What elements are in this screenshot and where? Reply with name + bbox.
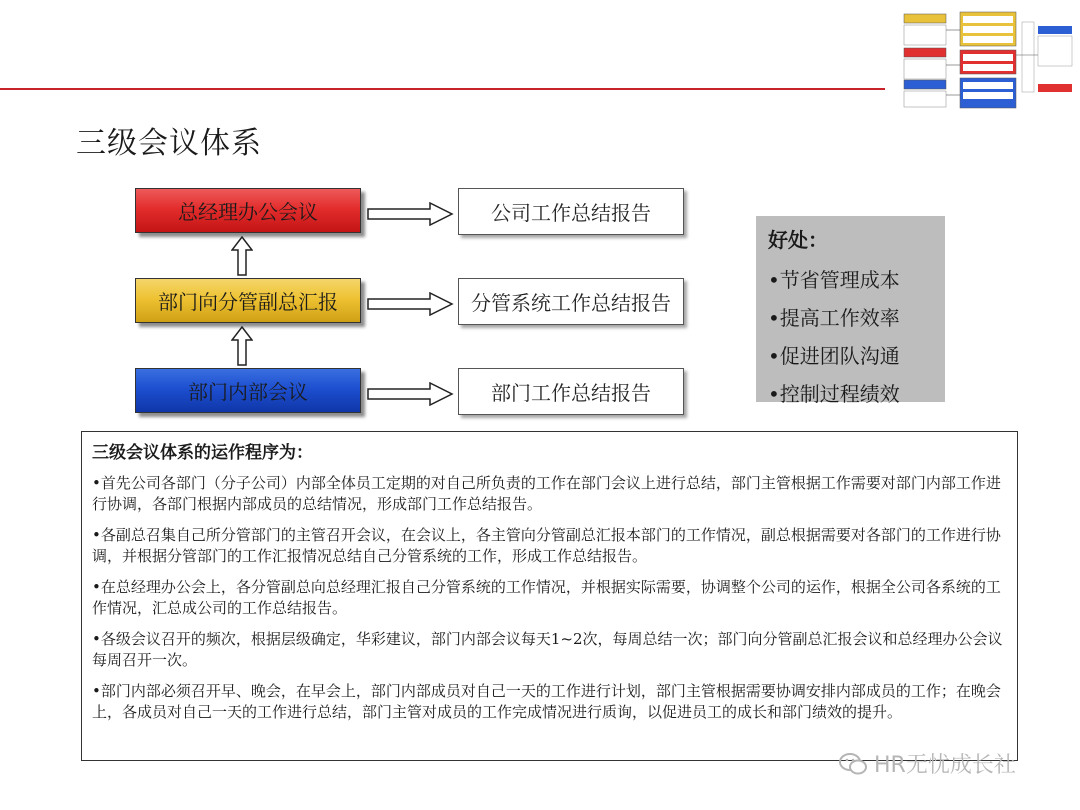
level-box-vp-report: 部门向分管副总汇报	[135, 278, 361, 323]
benefits-panel	[756, 216, 945, 406]
benefit-item: •提高工作效率	[768, 306, 900, 330]
benefits-title: 好处：	[768, 228, 828, 252]
procedure-box	[81, 431, 1018, 761]
page-title: 三级会议体系	[76, 126, 262, 161]
report-box-division: 分管系统工作总结报告	[458, 278, 684, 325]
header-divider	[0, 88, 885, 90]
report-box-department: 部门工作总结报告	[458, 368, 684, 415]
procedure-paragraph: •在总经理办公会上，各分管副总向总经理汇报自己分管系统的工作情况，并根据实际需要，协调整个公司的运作，根据全公司各系统的工作情况，汇总成公司的工作总结报告。	[92, 578, 1001, 617]
navigation-thumbnail	[890, 10, 1075, 110]
watermark	[838, 748, 1016, 779]
procedure-paragraph: •各级会议召开的频次，根据层级确定，华彩建议，部门内部会议每天1~2次，每周总结一次；部门向分管副总汇报会议和总经理办公会议每周召开一次。	[92, 630, 1003, 669]
benefit-item: •控制过程绩效	[768, 382, 900, 406]
right-arrow-icon	[366, 202, 454, 226]
benefit-item: •促进团队沟通	[768, 344, 900, 368]
up-arrow-icon	[231, 236, 253, 276]
procedure-paragraph: •首先公司各部门（分子公司）内部全体员工定期的对自己所负责的工作在部门会议上进行总结，部门主管根据工作需要对部门内部工作进行协调，各部门根据内部成员的总结情况，形成部门工作总结报告。	[92, 474, 1001, 513]
benefit-item: •节省管理成本	[768, 268, 900, 292]
procedure-paragraph: •各副总召集自己所分管部门的主管召开会议，在会议上，各主管向分管副总汇报本部门的工作情况，副总根据需要对各部门的工作进行协调，并根据分管部门的工作汇报情况总结自己分管系统的工作，形成工作总结报告。	[92, 526, 1001, 565]
right-arrow-icon	[366, 382, 454, 406]
procedure-title: 三级会议体系的运作程序为：	[92, 443, 313, 463]
up-arrow-icon	[231, 326, 253, 366]
watermark-text: HR无忧成长社	[874, 753, 1016, 778]
wechat-icon	[838, 751, 868, 777]
procedure-paragraph: •部门内部必须召开早、晚会，在早会上，部门内部成员对自己一天的工作进行计划，部门主管根据需要协调安排内部成员的工作；在晚会上，各成员对自己一天的工作进行总结，部门主管对成员的工作完成情况进行质询，以促进员工的成长和部门绩效的提升。	[92, 682, 1001, 721]
level-box-general-manager-meeting: 总经理办公会议	[135, 188, 361, 233]
level-box-department-meeting: 部门内部会议	[135, 368, 361, 413]
report-box-company: 公司工作总结报告	[458, 188, 684, 235]
right-arrow-icon	[366, 292, 454, 316]
